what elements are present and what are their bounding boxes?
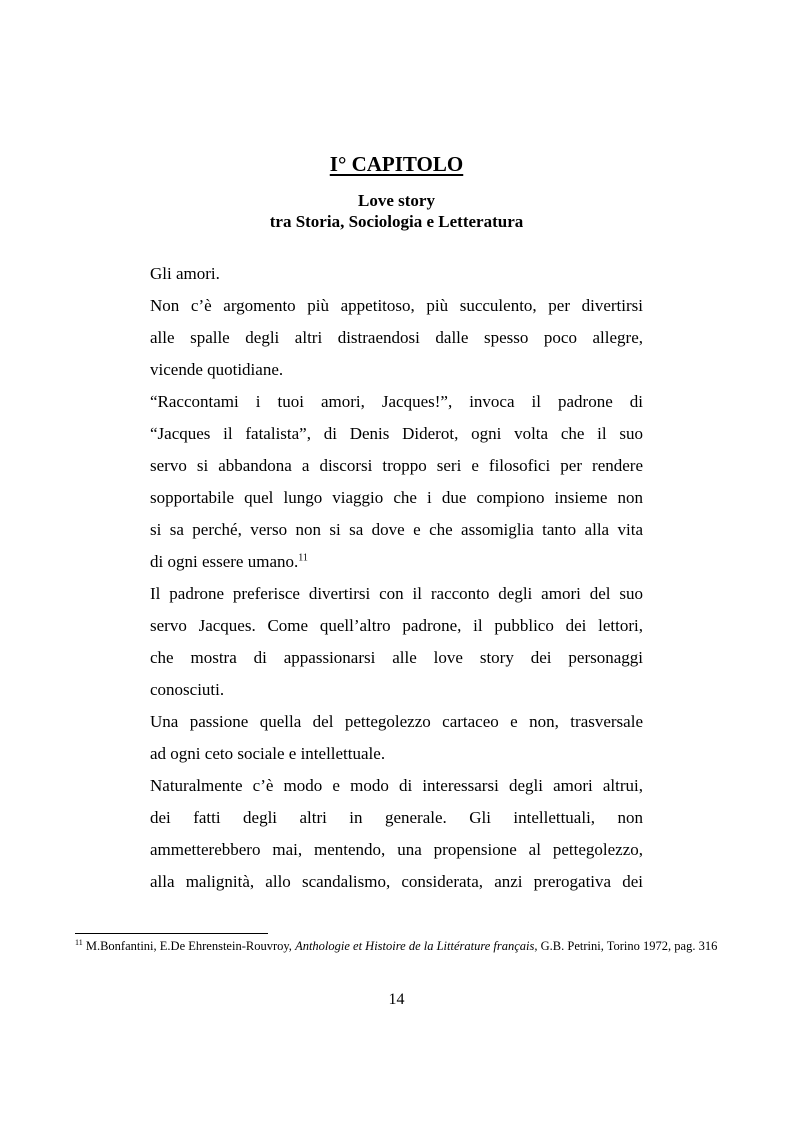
text-line: Non c’è argomento più appetitoso, più succulento, per divertirsi	[150, 296, 643, 315]
text-line: di ogni essere umano.	[150, 552, 299, 571]
text-line: Il padrone preferisce divertirsi con il racconto degli amori del suo	[150, 584, 643, 603]
text-line: alle spalle degli altri distraendosi dalle spesso poco allegre,	[150, 328, 643, 347]
footnote-number: 11	[75, 937, 83, 947]
text-line: servo Jacques. Come quell’altro padrone, il pubblico dei lettori,	[150, 616, 643, 635]
text-line: Gli amori.	[150, 264, 220, 283]
text-line: conosciuti.	[150, 680, 225, 699]
body-text	[150, 258, 643, 898]
subtitle-line-1: Love story	[358, 191, 435, 210]
text-line: Naturalmente c’è modo e modo di interessarsi degli amori altrui,	[150, 776, 643, 795]
footnote-authors: M.Bonfantini, E.De Ehrenstein-Rouvroy,	[85, 939, 292, 953]
text-line: ammetterebbero mai, mentendo, una propensione al pettegolezzo,	[150, 840, 643, 859]
chapter-title: I° CAPITOLO	[329, 152, 464, 176]
page-number: 14	[388, 991, 405, 1008]
footnote	[75, 938, 720, 954]
footnote-book-title: Anthologie et Histoire de la Littérature français	[295, 939, 535, 953]
text-line: Una passione quella del pettegolezzo cartaceo e non, trasversale	[150, 712, 643, 731]
text-line: “Jacques il fatalista”, di Denis Diderot, ogni volta che il suo	[150, 424, 643, 443]
text-line: ad ogni ceto sociale e intellettuale.	[150, 744, 386, 763]
footnote-publisher: , G.B. Petrini, Torino 1972, pag. 316	[534, 939, 718, 953]
text-line: dei fatti degli altri in generale. Gli intellettuali, non	[150, 808, 643, 827]
text-line: vicende quotidiane.	[150, 360, 284, 379]
text-line: sopportabile quel lungo viaggio che i due compiono insieme non	[150, 488, 643, 507]
text-line: servo si abbandona a discorsi troppo seri e filosofici per rendere	[150, 456, 643, 475]
footnote-separator	[75, 933, 268, 934]
text-line: che mostra di appassionarsi alle love story dei personaggi	[150, 648, 643, 667]
subtitle-line-2: tra Storia, Sociologia e Letteratura	[269, 212, 524, 231]
footnote-reference: 11	[298, 552, 308, 564]
text-line: “Raccontami i tuoi amori, Jacques!”, invoca il padrone di	[150, 392, 643, 411]
text-line: si sa perché, verso non si sa dove e che assomiglia tanto alla vita	[150, 520, 643, 539]
text-line-with-footnote	[150, 546, 643, 578]
text-line: alla malignità, allo scandalismo, considerata, anzi prerogativa dei	[150, 872, 643, 891]
